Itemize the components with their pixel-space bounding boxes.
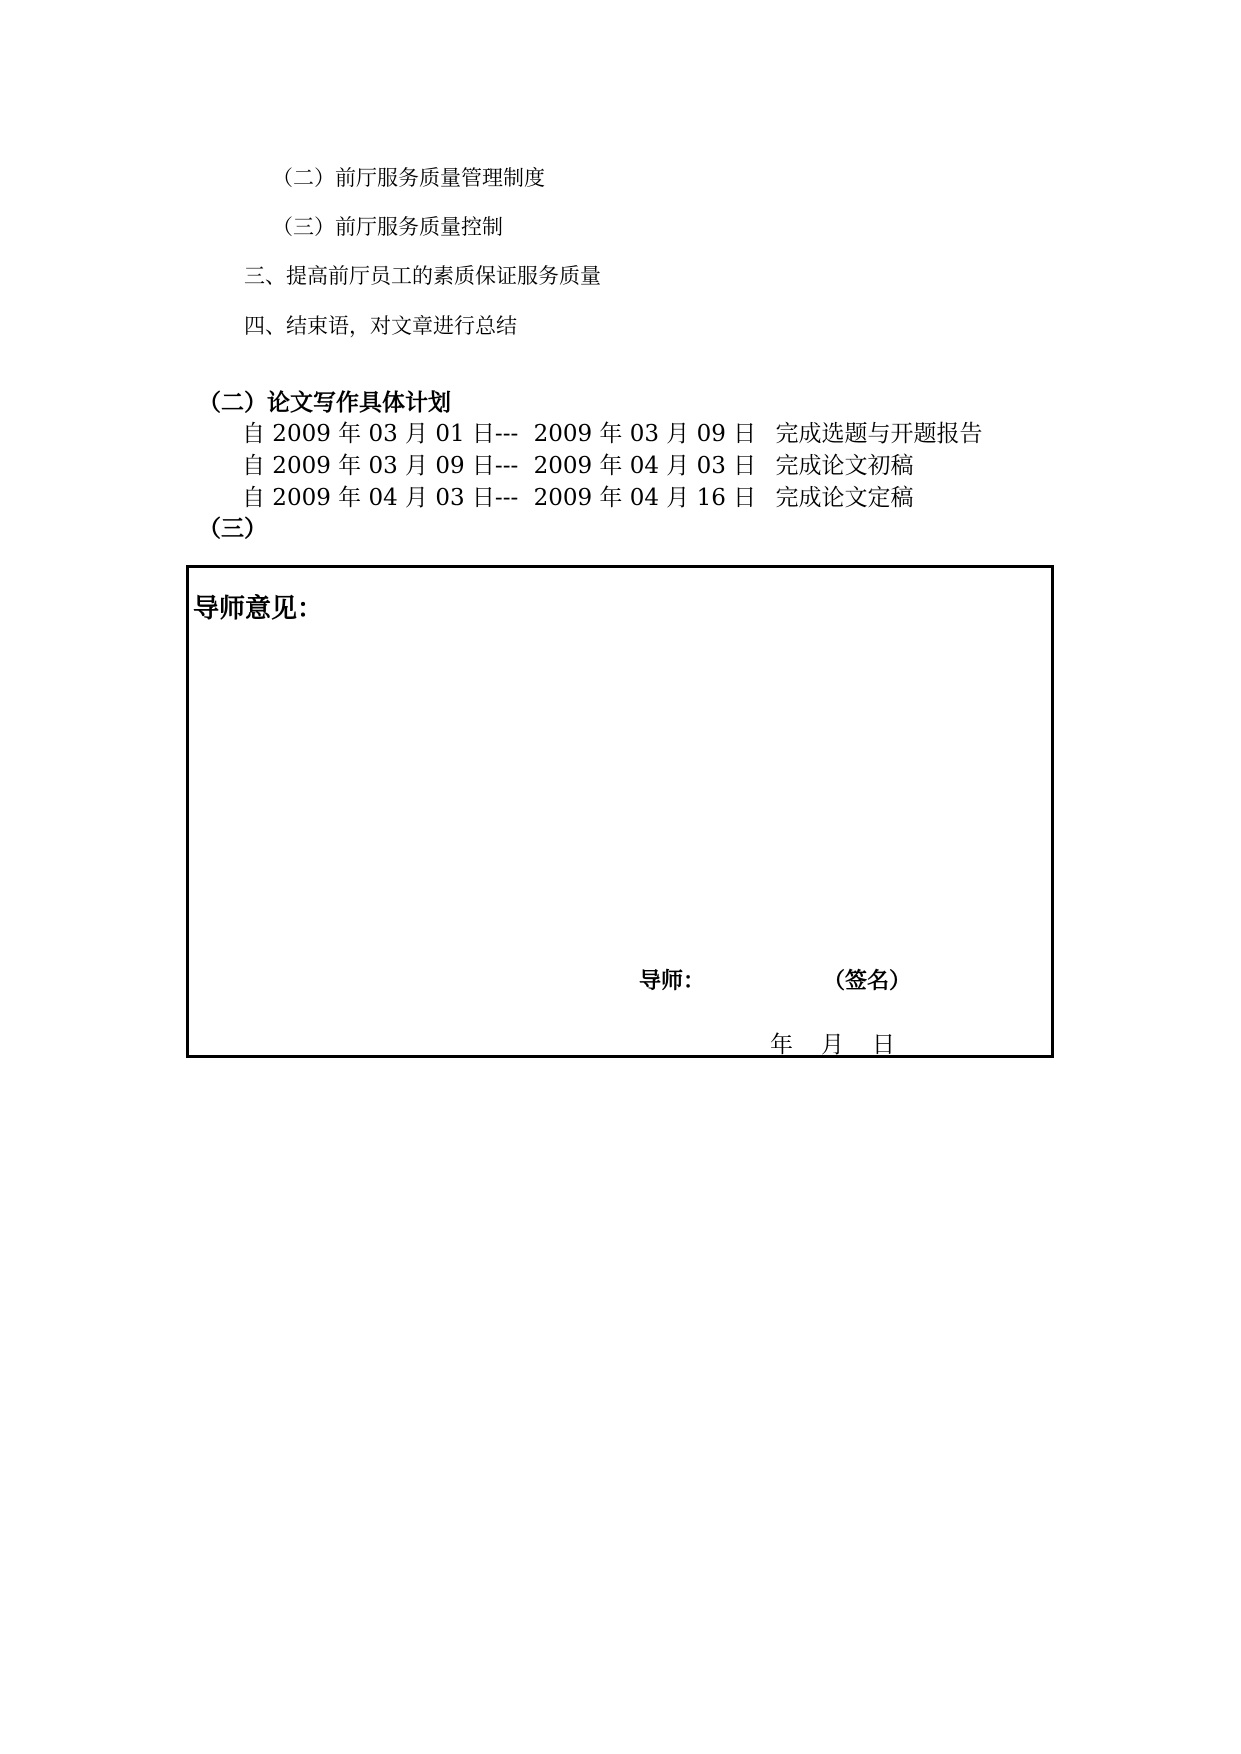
outline-item-2-2: （二）前厅服务质量管理制度 [272,166,545,190]
signature-label: （签名） [823,969,912,994]
plan-row [242,447,914,480]
plan-row [242,479,914,512]
plan-row [242,415,983,448]
advisor-opinion-box [186,565,1054,1058]
advisor-opinion-title: 导师意见： [193,594,324,624]
plan-row-to: 2009 年 04 月 16 日 [533,485,757,511]
date-month-label: 月 [821,1032,844,1058]
plan-row-to: 2009 年 03 月 09 日 [533,421,757,447]
advisor-label: 导师： [639,969,706,994]
plan-row-task: 完成选题与开题报告 [775,421,983,447]
plan-row-task: 完成论文定稿 [775,485,914,511]
plan-row-from: 自 2009 年 04 月 03 日--- [242,485,519,511]
outline-item-2-3: （三）前厅服务质量控制 [272,215,503,239]
outline-item-4: 四、结束语，对文章进行总结 [244,314,517,338]
section-3-heading: （三） [198,516,267,542]
outline-item-3: 三、提高前厅员工的素质保证服务质量 [244,264,601,288]
plan-row-task: 完成论文初稿 [775,453,914,479]
date-day-label: 日 [872,1032,895,1058]
plan-row-to: 2009 年 04 月 03 日 [533,453,757,479]
plan-row-from: 自 2009 年 03 月 09 日--- [242,453,519,479]
plan-row-from: 自 2009 年 03 月 01 日--- [242,421,519,447]
plan-heading: （二）论文写作具体计划 [198,390,451,416]
date-year-label: 年 [770,1032,793,1058]
